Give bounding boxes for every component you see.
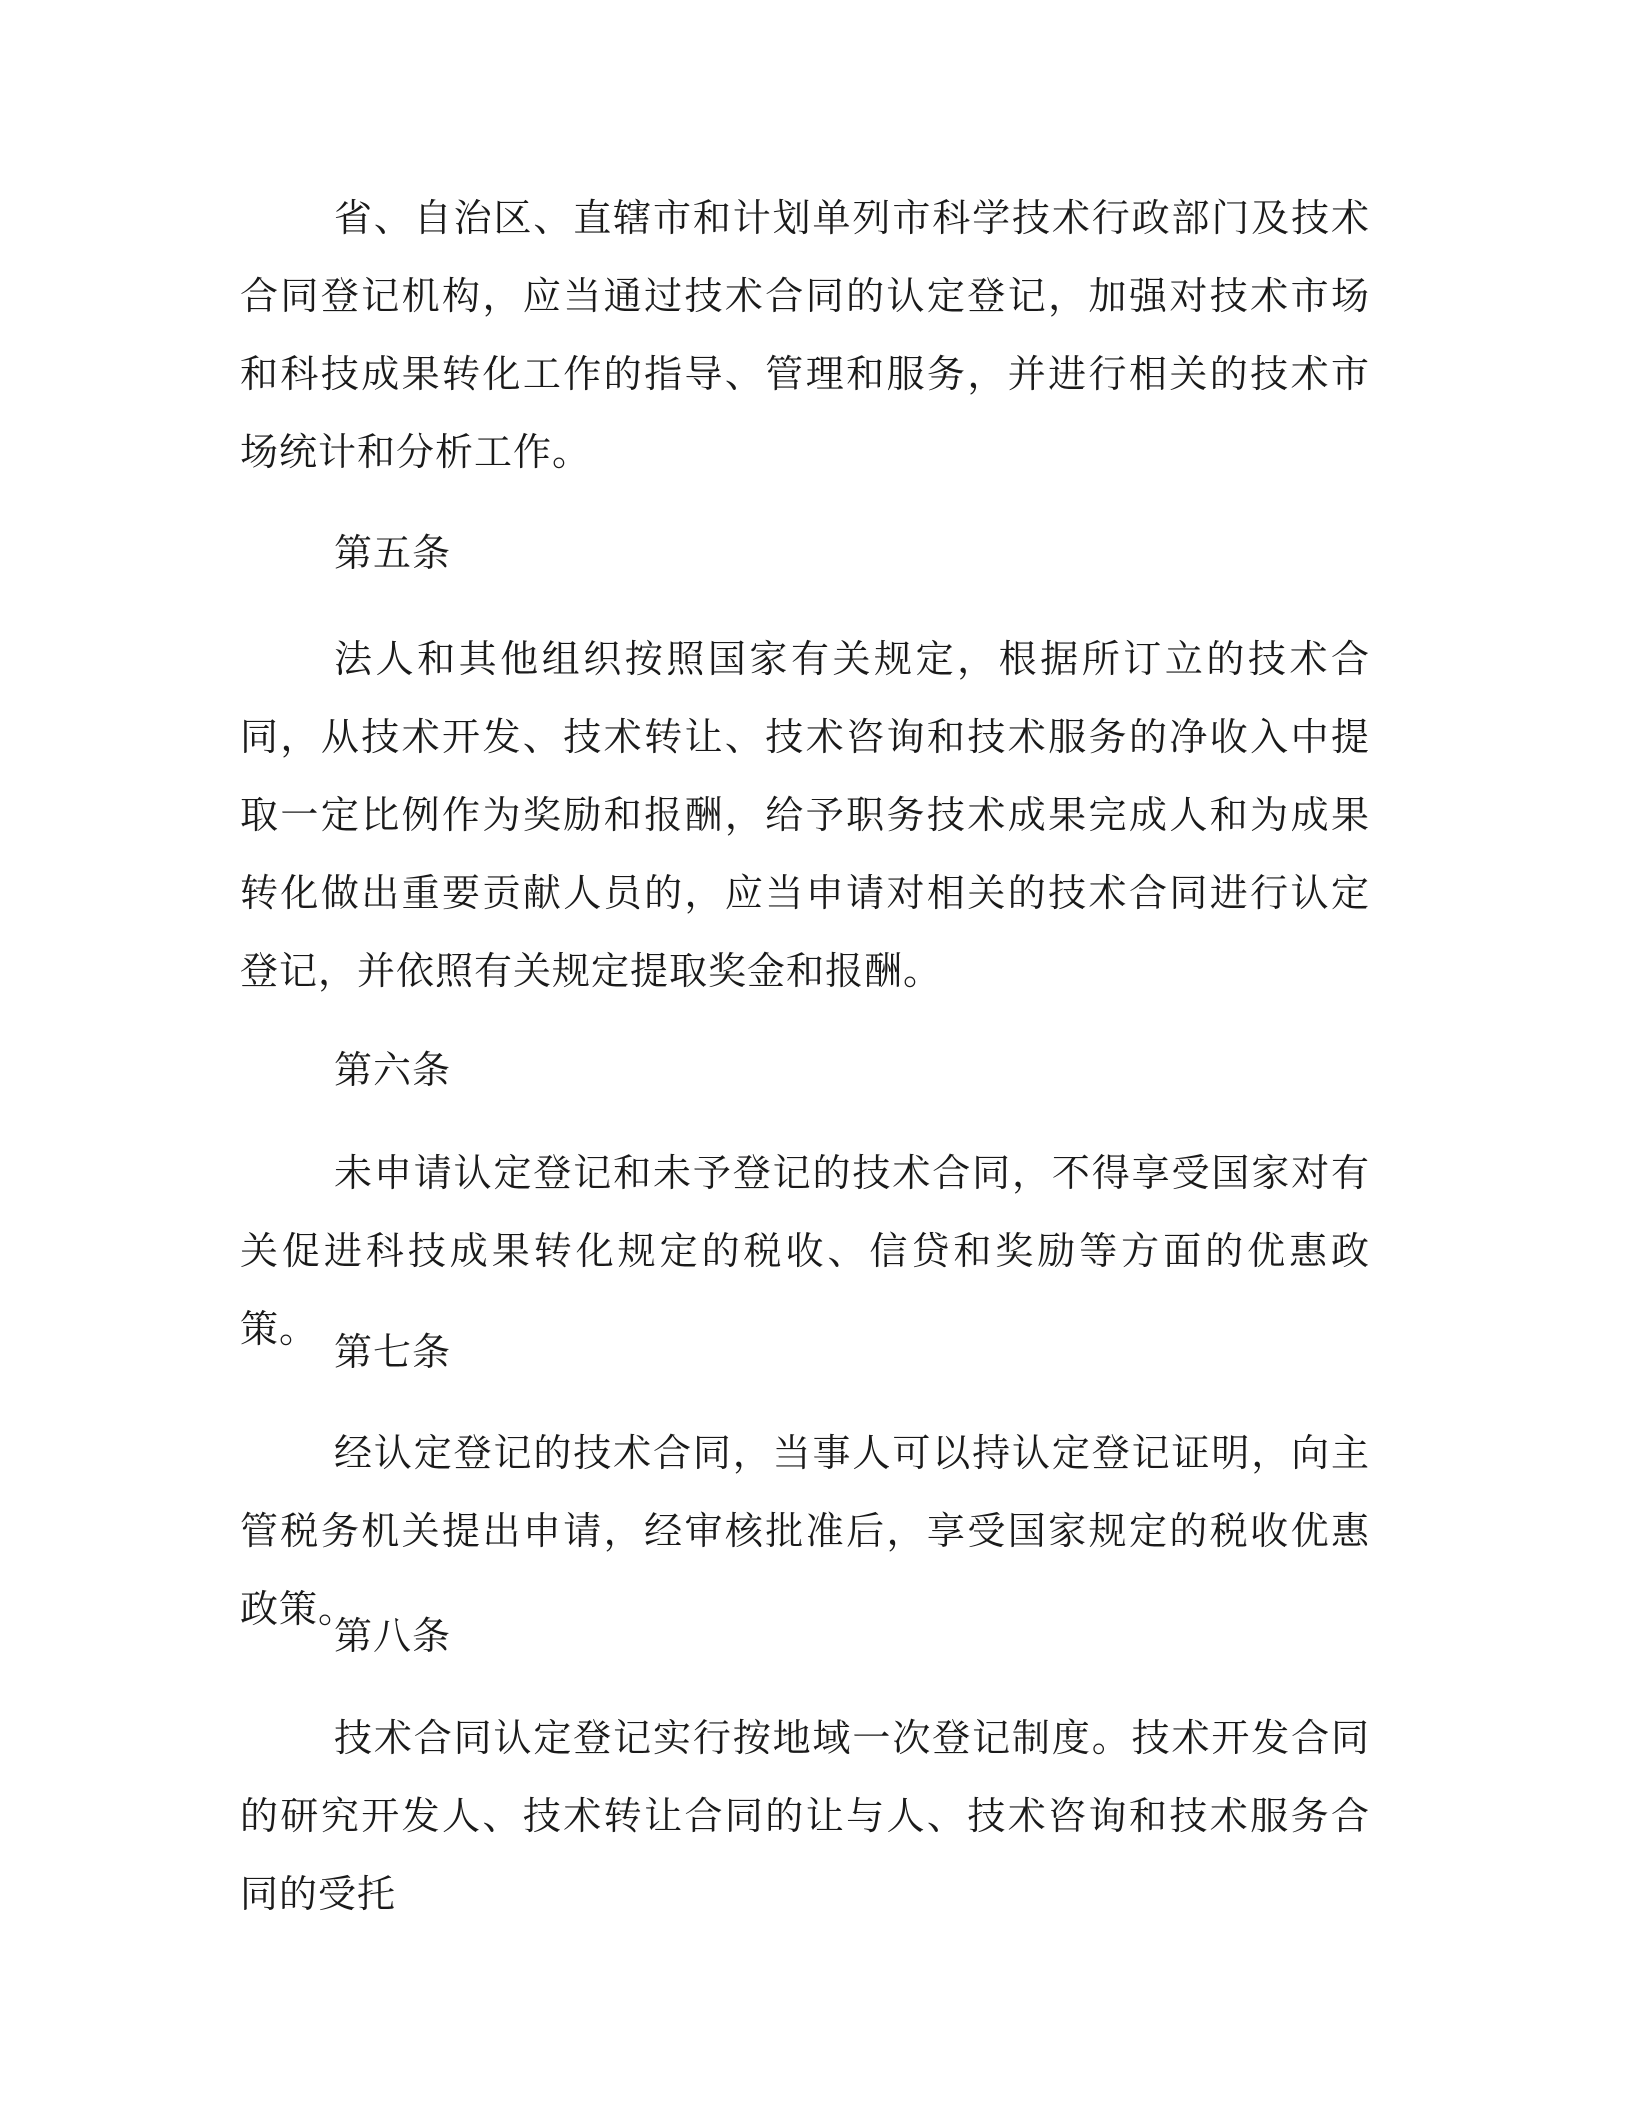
paragraph-article-5: 法人和其他组织按照国家有关规定，根据所订立的技术合同，从技术开发、技术转让、技术咨询和技术服务的净收入中提取一定比例作为奖励和报酬，给予职务技术成果完成人和为成果转化做出重要贡献人员的，应当申请对相关的技术合同进行认定登记，并依照有关规定提取奖金和报酬。: [240, 637, 1370, 993]
paragraph-article-7: 经认定登记的技术合同，当事人可以持认定登记证明，向主管税务机关提出申请，经审核批准后，享受国家规定的税收优惠政策。: [240, 1431, 1370, 1631]
paragraph-article-8: 技术合同认定登记实行按地域一次登记制度。技术开发合同的研究开发人、技术转让合同的让与人、技术咨询和技术服务合同的受托: [240, 1716, 1370, 1916]
article-heading-5: 第五条: [334, 531, 452, 575]
paragraph-article-6: 未申请认定登记和未予登记的技术合同，不得享受国家对有关促进科技成果转化规定的税收、信贷和奖励等方面的优惠政策。: [240, 1151, 1370, 1351]
paragraph-article-4-continued: 省、自治区、直辖市和计划单列市科学技术行政部门及技术合同登记机构，应当通过技术合同的认定登记，加强对技术市场和科技成果转化工作的指导、管理和服务，并进行相关的技术市场统计和分析工作。: [240, 196, 1370, 474]
article-heading-7: 第七条: [334, 1330, 452, 1374]
article-heading-8: 第八条: [334, 1614, 452, 1658]
article-heading-6: 第六条: [334, 1048, 452, 1092]
